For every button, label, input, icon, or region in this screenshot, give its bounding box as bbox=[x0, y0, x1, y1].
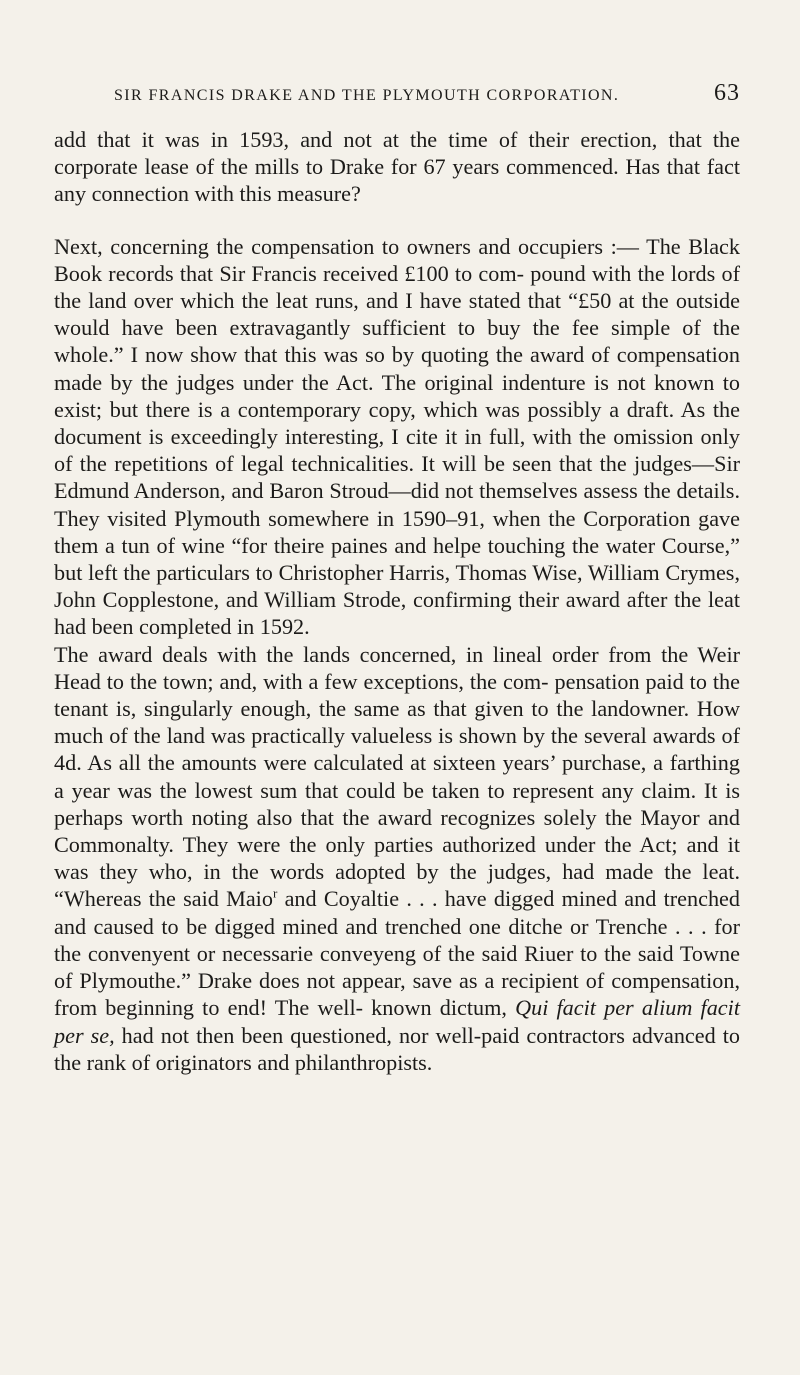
paragraph-3-text-a: The award deals with the lands concerned, in lineal order from the Weir Head to the town; and, with a few exceptions, the com- pensation paid to the tenant is, singularly enough, the same as that given to the landowner. How much of the land was practically valueless is shown by the several awards of 4d. As all the amounts were calculated at sixteen years’ purchase, a farthing a year was the lowest sum that could be taken to represent any claim. It is perhaps worth noting also that the award recognizes solely the Mayor and Commonalty. They were the only parties authorized under the Act; and it was they who, in the words adopted by the judges, had made the leat. “Whereas the said Maio bbox=[54, 641, 740, 912]
paragraph-1: add that it was in 1593, and not at the time of their erection, that the corporate lease of the mills to Drake for 67 years commenced. Has that fact any connection with this measure? bbox=[54, 127, 740, 207]
paragraph-3 bbox=[54, 641, 740, 1076]
superscript-r: r bbox=[272, 886, 278, 902]
latin-dictum: Qui facit per alium facit per se, bbox=[54, 995, 740, 1048]
paragraph-3-text-b: and Coyaltie . . . have digged mined and trenched and caused to be digged mined and trenched one ditche or Trenche . . . for the convenyent or necessarie conveyeng of the said Riuer to the said Towne of Plymouthe.” Drake does not appear, save as a recipient of compensation, from beginning to end! The well- known dictum, bbox=[54, 886, 740, 1021]
running-title: SIR FRANCIS DRAKE AND THE PLYMOUTH CORPORATION. bbox=[114, 87, 620, 104]
document-page bbox=[54, 80, 740, 1076]
running-head bbox=[54, 80, 740, 126]
paragraph-2: Next, concerning the compensation to owners and occupiers :— The Black Book records that Sir Francis received £100 to com- pound with the lords of the land over which the leat runs, and I have stated that “£50 at the outside would have been extravagantly sufficient to buy the fee simple of the whole.” I now show that this was so by quoting the award of compensation made by the judges under the Act. The original indenture is not known to exist; but there is a contemporary copy, which was possibly a draft. As the document is exceedingly interesting, I cite it in full, with the omission only of the repetitions of legal technicalities. It will be seen that the judges—Sir Edmund Anderson, and Baron Stroud—did not themselves assess the details. They visited Plymouth somewhere in 1590–91, when the Corporation gave them a tun of wine “for theire paines and helpe touching the water Course,” but left the particulars to Christopher Harris, Thomas Wise, William Crymes, John Copplestone, and William Strode, confirming their award after the leat had been completed in 1592. bbox=[54, 233, 740, 640]
page-number: 63 bbox=[714, 80, 740, 106]
paragraph-3-text-c: had not then been questioned, nor well-paid contractors advanced to the rank of originators and philanthropists. bbox=[54, 1022, 740, 1075]
